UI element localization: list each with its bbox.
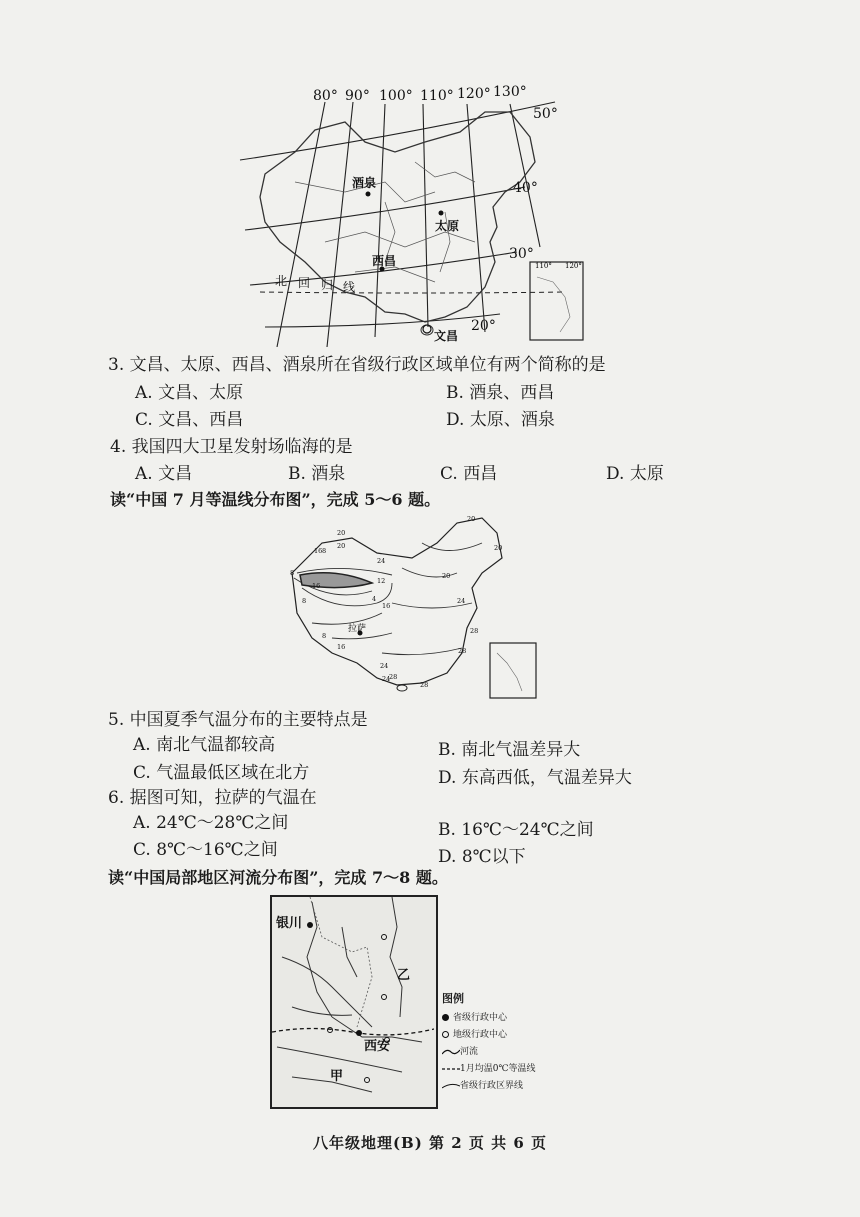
boundary-line-icon: [442, 1082, 460, 1090]
question-3-option-c[interactable]: C. 文昌、西昌: [135, 410, 244, 430]
lat-label-20: 20°: [471, 318, 496, 334]
question-6-option-a[interactable]: A. 24℃～28℃之间: [133, 813, 289, 833]
tropic-char-1: 北: [275, 274, 288, 288]
lat-label-30: 30°: [509, 246, 534, 262]
iso-label: 28: [458, 647, 467, 655]
dashed-line-icon: [442, 1065, 460, 1073]
china-grid-map: [235, 82, 600, 347]
question-4-option-c[interactable]: C. 西昌: [440, 464, 498, 484]
map3-intro: 读“中国局部地区河流分布图”，完成 7～8 题。: [108, 868, 448, 887]
city-lhasa: 拉萨: [348, 624, 367, 634]
lon-label-130: 130°: [493, 84, 527, 100]
city-xichang: 西昌: [372, 254, 397, 268]
lat-label-40: 40°: [513, 180, 538, 196]
question-4-option-d[interactable]: D. 太原: [606, 464, 664, 484]
lon-label-90: 90°: [345, 88, 370, 104]
iso-label: 20: [494, 544, 503, 552]
iso-label: 24: [382, 675, 391, 683]
iso-label: 12: [377, 577, 386, 585]
iso-label: 20: [467, 515, 476, 523]
question-4-stem: 4. 我国四大卫星发射场临海的是: [110, 437, 353, 457]
tropic-char-3: 归: [321, 278, 334, 292]
region-jia: 甲: [330, 1069, 344, 1084]
legend-label: 地级行政中心: [453, 1030, 508, 1040]
iso-label: 20: [442, 572, 451, 580]
lon-label-120: 120°: [457, 86, 491, 102]
map3-legend: [442, 990, 592, 1091]
river-icon: [442, 1048, 460, 1056]
iso-label: 24: [377, 557, 386, 565]
river-map: [272, 897, 434, 1105]
question-5-option-b[interactable]: B. 南北气温差异大: [438, 740, 581, 760]
july-isotherm-map: [282, 513, 550, 703]
iso-label: 24: [457, 597, 466, 605]
iso-label: 16: [382, 602, 391, 610]
tropic-char-2: 回: [298, 276, 311, 290]
iso-label: 20: [337, 542, 346, 550]
question-3-stem: 3. 文昌、太原、西昌、酒泉所在省级行政区域单位有两个简称的是: [108, 355, 606, 375]
question-5-stem: 5. 中国夏季气温分布的主要特点是: [108, 710, 368, 730]
iso-label: 28: [470, 627, 479, 635]
iso-label: 24: [380, 662, 389, 670]
legend-label: 河流: [460, 1047, 479, 1057]
question-3-option-a[interactable]: A. 文昌、太原: [135, 383, 244, 403]
city-jiuquan: 酒泉: [352, 176, 377, 190]
question-3-option-d[interactable]: D. 太原、酒泉: [446, 410, 555, 430]
legend-label: 省级行政中心: [453, 1013, 508, 1023]
question-5-option-d[interactable]: D. 东高西低，气温差异大: [438, 768, 632, 788]
question-4-option-b[interactable]: B. 酒泉: [288, 464, 346, 484]
question-5-option-c[interactable]: C. 气温最低区域在北方: [133, 763, 310, 783]
legend-label: 省级行政区界线: [460, 1081, 524, 1091]
lon-label-100: 100°: [379, 88, 413, 104]
iso-label: 8: [322, 632, 327, 640]
tropic-char-4: 线: [343, 280, 356, 294]
question-6-option-d[interactable]: D. 8℃以下: [438, 847, 526, 867]
legend-item-isotherm: [442, 1061, 592, 1074]
iso-label: 16: [312, 582, 321, 590]
legend-item-river: [442, 1044, 592, 1057]
region-yi: 乙: [397, 968, 411, 983]
city-taiyuan: 太原: [435, 219, 460, 233]
iso-label: 20: [337, 529, 346, 537]
legend-title: 图例: [442, 992, 464, 1005]
dot-filled-icon: [442, 1014, 449, 1021]
question-4-option-a[interactable]: A. 文昌: [135, 464, 193, 484]
question-6-stem: 6. 据图可知，拉萨的气温在: [108, 788, 317, 808]
legend-item-prefecture-center: [442, 1027, 592, 1040]
lon-label-110: 110°: [420, 88, 454, 104]
iso-label: 16: [314, 547, 323, 555]
question-6-option-b[interactable]: B. 16℃～24℃之间: [438, 820, 594, 840]
page-footer: 八年级地理(B) 第 2 页 共 6 页: [312, 1134, 548, 1152]
legend-item-boundary: [442, 1078, 592, 1091]
question-6-option-c[interactable]: C. 8℃～16℃之间: [133, 840, 278, 860]
legend-item-provincial-capital: [442, 1010, 592, 1023]
city-wenchang: 文昌: [434, 329, 459, 343]
lat-label-50: 50°: [533, 106, 558, 122]
legend-label: 1月均温0℃等温线: [460, 1064, 536, 1074]
iso-label: 16: [337, 643, 346, 651]
lon-label-80: 80°: [313, 88, 338, 104]
question-5-option-a[interactable]: A. 南北气温都较高: [133, 735, 276, 755]
dot-ring-icon: [442, 1031, 449, 1038]
iso-label: 28: [420, 681, 429, 689]
iso-label: 8: [290, 569, 295, 577]
inset-lon-2: 120°: [565, 262, 582, 270]
question-3-option-b[interactable]: B. 酒泉、西昌: [446, 383, 555, 403]
map2-intro: 读“中国 7 月等温线分布图”，完成 5～6 题。: [110, 490, 441, 509]
inset-lon-1: 110°: [535, 262, 552, 270]
iso-label: 28: [389, 673, 398, 681]
iso-label: 8: [322, 547, 327, 555]
iso-label: 8: [302, 597, 307, 605]
city-xian: 西安: [364, 1039, 391, 1054]
city-yinchuan: 银川: [276, 916, 303, 931]
iso-label: 4: [372, 595, 377, 603]
